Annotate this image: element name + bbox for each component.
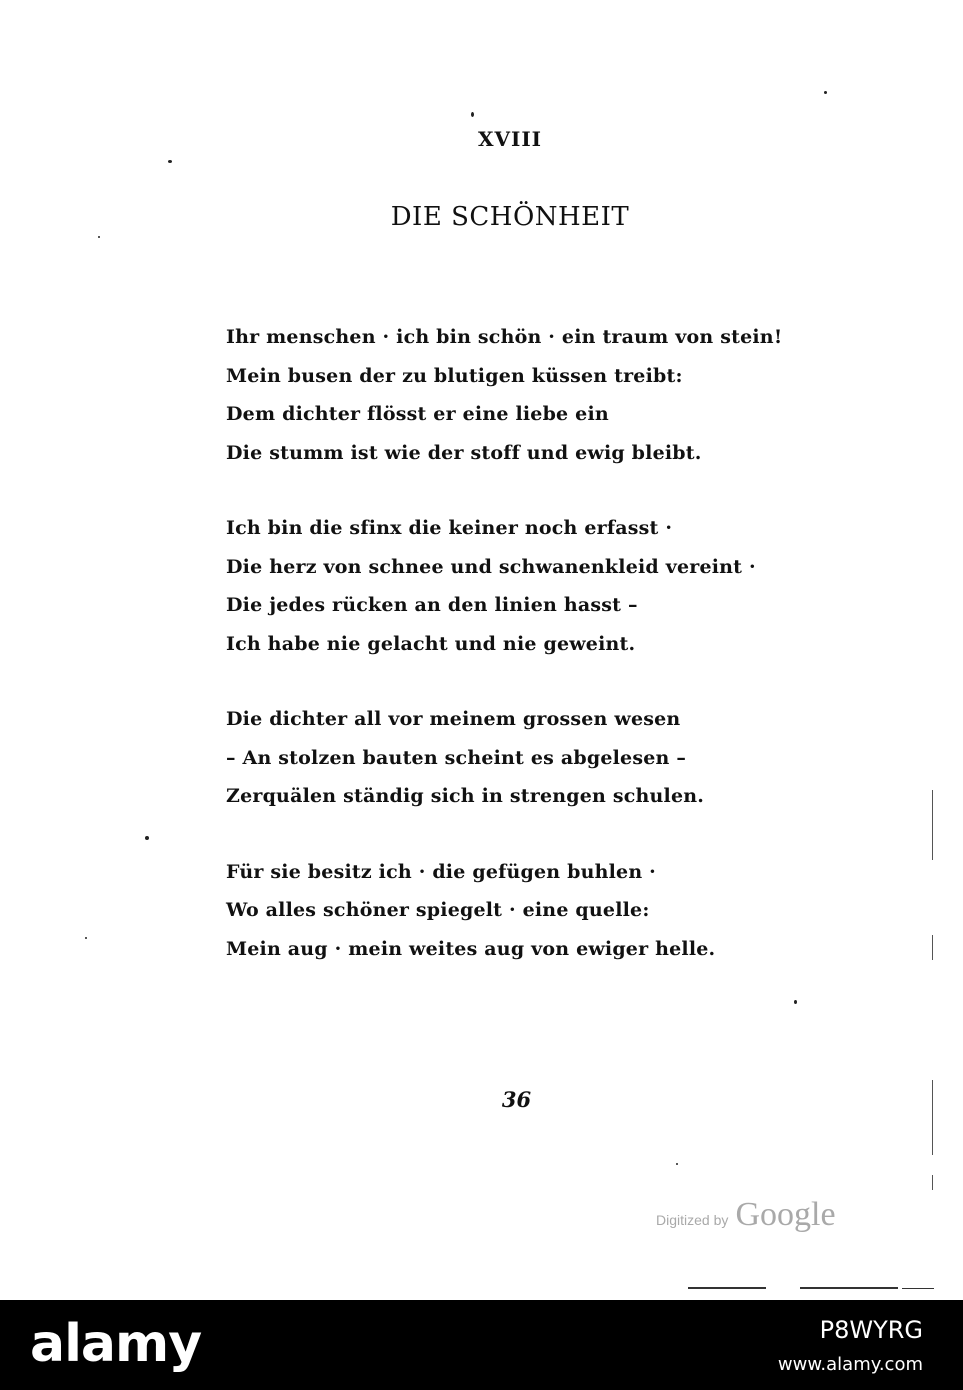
poem-line: Zerquälen ständig sich in strengen schulen. xyxy=(226,785,705,807)
poem-line: Wo alles schöner spiegelt · eine quelle: xyxy=(226,899,650,921)
poem-title: DIE SCHÖNHEIT xyxy=(390,202,630,232)
poem-line: Ich bin die sfinx die keiner noch erfasst · xyxy=(226,517,673,539)
poem-line: Dem dichter flösst er eine liebe ein xyxy=(226,403,609,425)
scan-speck xyxy=(471,112,474,117)
poem-line: Die stumm ist wie der stoff und ewig bleibt. xyxy=(226,441,702,464)
poem-line: Mein busen der zu blutigen küssen treibt: xyxy=(226,364,683,387)
poem-line: Ihr menschen · ich bin schön · ein traum von stein! xyxy=(226,326,783,348)
scan-speck xyxy=(824,91,827,94)
scan-edge-line xyxy=(932,935,933,960)
digitized-by-google-mark xyxy=(656,1196,896,1234)
chapter-number: XVIII xyxy=(477,127,543,151)
poem-line: Ich habe nie gelacht und nie geweint. xyxy=(226,632,636,655)
poem-body xyxy=(226,318,846,968)
scan-speck xyxy=(168,160,172,163)
poem-line: Für sie besitz ich · die gefügen buhlen · xyxy=(226,860,656,883)
scan-speck xyxy=(794,1000,797,1004)
stanza-gap xyxy=(226,472,846,509)
poem-line: – An stolzen bauten scheint es abgelesen – xyxy=(226,746,687,769)
poem-line: Die herz von schnee und schwanenkleid vereint · xyxy=(226,555,756,578)
scan-speck xyxy=(145,836,149,840)
scan-bottom-rule xyxy=(688,1287,766,1289)
alamy-logo: alamy xyxy=(30,1314,202,1374)
watermark-url-label: www.alamy.com xyxy=(777,1354,923,1375)
scan-bottom-rule xyxy=(800,1287,898,1289)
stock-watermark-bar xyxy=(0,1300,963,1390)
poem-line: Die dichter all vor meinem grossen wesen xyxy=(226,708,681,730)
scan-speck xyxy=(85,937,87,939)
scan-speck xyxy=(98,236,100,238)
digitized-by-label: Digitized by xyxy=(656,1212,729,1228)
stanza-gap xyxy=(226,663,846,700)
image-id-label: P8WYRG xyxy=(819,1316,923,1344)
page-number: 36 xyxy=(501,1087,532,1112)
google-logo-text: Google xyxy=(735,1196,836,1233)
stanza-gap xyxy=(226,816,846,853)
stanza-1 xyxy=(226,318,846,472)
scan-edge-line xyxy=(932,790,933,860)
scan-bottom-rule xyxy=(902,1288,934,1289)
poem-line: Die jedes rücken an den linien hasst – xyxy=(226,594,638,616)
stanza-3 xyxy=(226,700,846,816)
stanza-2 xyxy=(226,509,846,663)
scan-edge-line xyxy=(932,1080,933,1155)
scan-edge-line xyxy=(932,1175,933,1190)
scan-speck xyxy=(676,1163,678,1165)
stanza-4 xyxy=(226,853,846,969)
poem-line: Mein aug · mein weites aug von ewiger helle. xyxy=(226,937,716,960)
